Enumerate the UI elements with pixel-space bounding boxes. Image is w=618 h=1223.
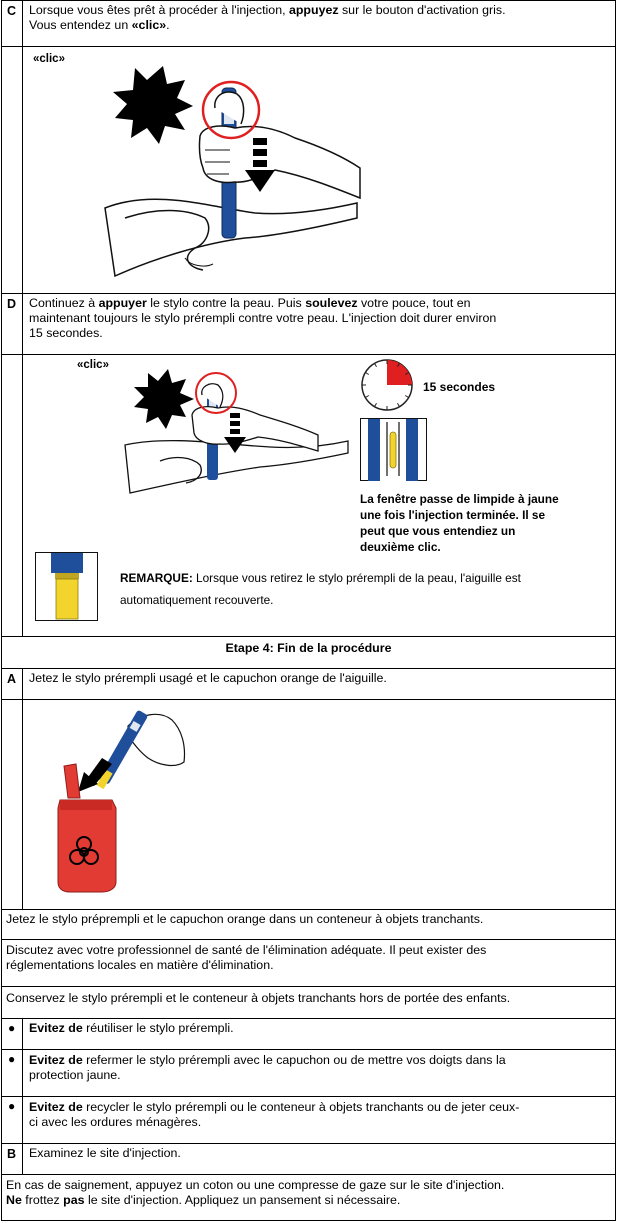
- step-d-line1-bold-1: appuyer: [98, 296, 147, 310]
- step-d-line3: 15 secondes.: [29, 326, 103, 340]
- bullet-line2-3: ci avec les ordures ménagères.: [29, 1115, 202, 1129]
- bullet-line2-2: protection jaune.: [29, 1068, 121, 1082]
- skin-press-marks: [185, 258, 213, 266]
- step-c-text-bold-1: appuyez: [288, 3, 339, 17]
- bullet-bold-3: Evitez de: [29, 1100, 83, 1114]
- step-c-text-bold-2: «clic»: [131, 18, 167, 32]
- step-a-instruction: Jetez le stylo prérempli usagé et le capuchon orange de l'aiguille.: [29, 671, 387, 685]
- step-d-label: D: [7, 297, 17, 311]
- window-description: [360, 491, 559, 555]
- step-a-figure-left-cell: [1, 699, 23, 910]
- timer-clock-icon: [360, 357, 416, 413]
- step-d-line1-c: votre pouce, tout en: [357, 296, 471, 310]
- click-burst-icon: [113, 66, 193, 144]
- step-c-instruction: [29, 3, 609, 33]
- bullet-bold-2: Evitez de: [29, 1053, 83, 1067]
- bleeding-text: [6, 1178, 504, 1208]
- note-text: [120, 567, 521, 611]
- bleeding-line-2a: frottez: [21, 1193, 64, 1207]
- step-c-text-2: sur le bouton d'activation gris.: [338, 3, 506, 17]
- keep-text: Conservez le stylo prérempli et le conteneur à objets tranchants hors de portée des enfants.: [6, 991, 511, 1005]
- step-c-text-3: Vous entendez un: [29, 18, 132, 32]
- note-bold: REMARQUE:: [120, 571, 193, 585]
- discuss-text-1: Discutez avec votre professionnel de santé de l'élimination adéquate. Il peut exister des: [6, 943, 487, 957]
- bullet-text-3: [29, 1100, 519, 1130]
- sharps-disposal-illustration: [50, 706, 190, 896]
- window-text-3: peut que vous entendiez un: [360, 524, 516, 538]
- note-line1: Lorsque vous retirez le stylo prérempli de la peau, l'aiguille est: [192, 571, 521, 585]
- discuss-text-2: réglementations locales en matière d'élimination.: [6, 958, 274, 972]
- container-lid: [64, 764, 80, 798]
- pen-window-closeup: [360, 418, 430, 482]
- discuss-text: [6, 943, 486, 973]
- bullet-dot-2: ●: [8, 1052, 16, 1066]
- yellow-window-indicator: [390, 432, 396, 468]
- step-d-figure-left-cell: [1, 354, 23, 637]
- bleeding-line-2b: le site d'injection. Appliquez un pansement si nécessaire.: [84, 1193, 401, 1207]
- needle-cover-illustration: [35, 552, 99, 622]
- yellow-needle-shield: [56, 579, 78, 619]
- step-d-line1-b: le stylo contre la peau. Puis: [146, 296, 306, 310]
- bullet-dot-1: ●: [8, 1021, 16, 1035]
- dispose-text: Jetez le stylo préprempli et le capuchon orange dans un conteneur à objets tranchants.: [6, 912, 484, 926]
- bullet-text-1: [29, 1021, 234, 1036]
- step-c-text-1: Lorsque vous êtes prêt à procéder à l'injection,: [29, 3, 289, 17]
- step-d-line2: maintenant toujours le stylo prérempli contre votre peau. L'injection doit durer environ: [29, 311, 497, 325]
- click-burst-icon-d: [134, 369, 194, 429]
- window-text-1: La fenêtre passe de limpide à jaune: [360, 492, 559, 506]
- injection-click-illustration: [95, 58, 365, 278]
- step-c-label: C: [7, 4, 17, 18]
- step-d-line1-a: Continuez à: [29, 296, 99, 310]
- hold-pen-illustration: [120, 365, 350, 495]
- step-c-click-caption: «clic»: [33, 53, 65, 65]
- note-line2: automatiquement recouverte.: [120, 593, 274, 607]
- bleeding-bold-2: pas: [63, 1193, 85, 1207]
- window-text-4: deuxième clic.: [360, 540, 441, 554]
- bullet-line1-1: réutiliser le stylo prérempli.: [82, 1021, 234, 1035]
- bullet-line1-2: refermer le stylo prérempli avec le capuchon ou de mettre vos doigts dans la: [82, 1053, 506, 1067]
- step-b-label: B: [7, 1147, 17, 1161]
- sharps-container: [58, 800, 116, 892]
- window-text-2: une fois l'injection terminée. Il se: [360, 508, 546, 522]
- step-c-text-4: .: [166, 18, 170, 32]
- step4-heading: Etape 4: Fin de la procédure: [225, 641, 392, 655]
- bullet-bold-1: Evitez de: [29, 1021, 83, 1035]
- bleeding-line-1: En cas de saignement, appuyez un coton ou une compresse de gaze sur le site d'injection.: [6, 1178, 505, 1192]
- bleeding-bold-1: Ne: [6, 1193, 22, 1207]
- step-d-line1-bold-2: soulevez: [305, 296, 358, 310]
- step-a-label: A: [7, 672, 17, 686]
- step-b-instruction: Examinez le site d'injection.: [29, 1146, 181, 1160]
- bullet-line1-3: recycler le stylo prérempli ou le conteneur à objets tranchants ou de jeter ceux-: [82, 1100, 520, 1114]
- bullet-dot-3: ●: [8, 1099, 16, 1113]
- timer-label: 15 secondes: [423, 380, 496, 394]
- step-d-instruction: [29, 296, 609, 341]
- bullet-text-2: [29, 1053, 506, 1083]
- step-c-figure-left-cell: [1, 46, 23, 294]
- step-d-click-caption: «clic»: [77, 359, 109, 371]
